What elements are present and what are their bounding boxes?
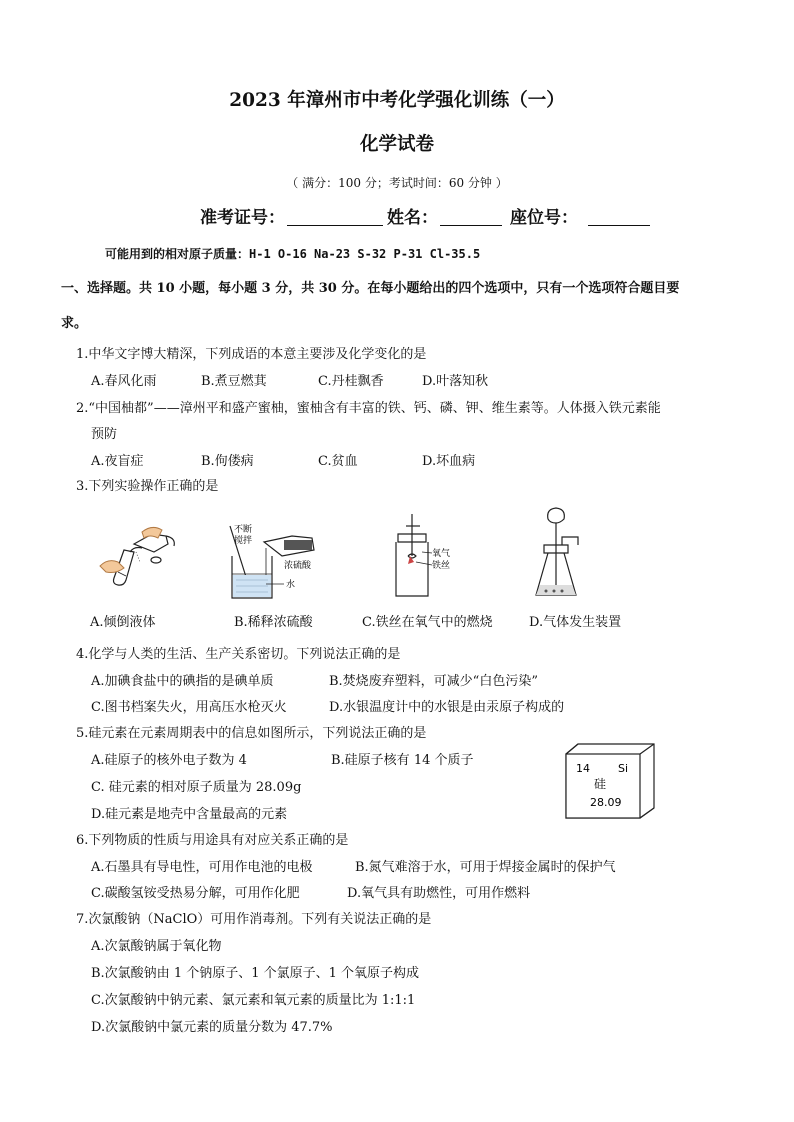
section-heading-line1: 一、选择题。共 10 小题，每小题 3 分，共 30 分。在每小题给出的四个选项中，只有一个选项符合题目要 — [61, 281, 680, 296]
q5-option-b[interactable]: B.硅原子核有 14 个质子 — [331, 753, 474, 768]
q7-option-d[interactable]: D.次氯酸钠中氯元素的质量分数为 47.7% — [91, 1020, 333, 1035]
candidate-info-row — [200, 203, 654, 228]
atomic-mass-line — [105, 245, 480, 262]
question-2-stem: 2.“中国柚都”——漳州平和盛产蜜柚，蜜柚含有丰富的铁、钙、磷、钾、维生素等。人体摄入铁元素能 — [76, 401, 661, 416]
q7-option-b[interactable]: B.次氯酸钠由 1 个钠原子、1 个氯原子、1 个氧原子构成 — [91, 966, 420, 981]
q6-option-c[interactable]: C.碳酸氢铵受热易分解，可用作化肥 — [91, 886, 300, 901]
q1-option-a[interactable]: A.春风化雨 — [91, 374, 157, 389]
q1-option-c[interactable]: C.丹桂飘香 — [318, 374, 384, 389]
seat-label: 座位号： — [510, 208, 578, 228]
q2-option-b[interactable]: B.佝偻病 — [201, 454, 254, 469]
q7-option-a[interactable]: A.次氯酸钠属于氧化物 — [91, 939, 222, 954]
q6-option-b[interactable]: B.氮气难溶于水，可用于焊接金属时的保护气 — [355, 860, 616, 875]
element-symbol: Si — [618, 762, 629, 775]
q2-option-c[interactable]: C.贫血 — [318, 454, 358, 469]
water-label: 水 — [286, 580, 296, 590]
reagent-bottle — [134, 534, 168, 552]
q3-option-b[interactable]: B.稀释浓硫酸 — [234, 615, 313, 630]
stir-label-1: 不断 — [234, 525, 253, 535]
q3-option-d[interactable]: D.气体发生装置 — [529, 615, 622, 630]
wire-label: 铁丝 — [432, 561, 451, 571]
figure-gas-generator — [530, 505, 600, 605]
q6-option-a[interactable]: A.石墨具有导电性，可用作电池的电极 — [91, 860, 313, 875]
q2-option-a[interactable]: A.夜盲症 — [91, 454, 144, 469]
q7-option-c[interactable]: C.次氯酸钠中钠元素、氯元素和氧元素的质量比为 1:1:1 — [91, 993, 416, 1008]
stir-label-2: 搅拌 — [234, 536, 253, 546]
question-6-stem: 6.下列物质的性质与用途具有对应关系正确的是 — [76, 833, 349, 848]
id-label: 准考证号： — [200, 208, 285, 228]
q4-option-a[interactable]: A.加碘食盐中的碘指的是碘单质 — [91, 674, 274, 689]
bottle-stopper — [151, 557, 161, 563]
question-4-stem: 4.化学与人类的生活、生产关系密切。下列说法正确的是 — [76, 647, 401, 662]
exam-info: （ 满分：100 分；考试时间：60 分钟 ） — [286, 176, 508, 190]
q3-option-c[interactable]: C.铁丝在氧气中的燃烧 — [362, 615, 493, 630]
figure-iron-wire-burning — [386, 512, 466, 602]
question-3-stem: 3.下列实验操作正确的是 — [76, 479, 219, 494]
section-heading-line2: 求。 — [61, 316, 88, 331]
q4-option-c[interactable]: C.图书档案失火，用高压水枪灭火 — [91, 700, 287, 715]
element-tile-silicon — [564, 742, 656, 820]
q1-option-d[interactable]: D.叶落知秋 — [422, 374, 489, 389]
question-5-stem: 5.硅元素在元素周期表中的信息如图所示，下列说法正确的是 — [76, 726, 427, 741]
atomic-mass-values: H-1 O-16 Na-23 S-32 P-31 Cl-35.5 — [249, 247, 481, 261]
figure-diluting-acid — [222, 522, 332, 602]
figure-pouring-liquid — [96, 522, 186, 592]
q5-option-c[interactable]: C. 硅元素的相对原子质量为 28.09g — [91, 780, 302, 795]
question-1-stem: 1.中华文字博大精深，下列成语的本意主要涉及化学变化的是 — [76, 347, 427, 362]
name-label: 姓名： — [387, 208, 438, 228]
acid-label: 浓硫酸 — [284, 561, 312, 571]
name-blank[interactable] — [440, 207, 502, 226]
q4-option-b[interactable]: B.焚烧废弃塑料，可减少“白色污染” — [329, 674, 538, 689]
seat-blank[interactable] — [588, 207, 650, 226]
q2-option-d[interactable]: D.坏血病 — [422, 454, 476, 469]
exam-subtitle: 化学试卷 — [359, 134, 434, 155]
q5-option-d[interactable]: D.硅元素是地壳中含量最高的元素 — [91, 807, 288, 822]
q5-option-a[interactable]: A.硅原子的核外电子数为 4 — [91, 753, 247, 768]
id-blank[interactable] — [287, 207, 383, 226]
element-number: 14 — [576, 762, 590, 775]
q3-option-a[interactable]: A.倾倒液体 — [90, 615, 156, 630]
element-mass: 28.09 — [590, 796, 622, 809]
oxygen-label: 氧气 — [432, 549, 451, 559]
question-7-stem: 7.次氯酸钠（NaClO）可用作消毒剂。下列有关说法正确的是 — [76, 912, 432, 927]
exam-title: 2023 年漳州市中考化学强化训练（一） — [229, 90, 565, 111]
question-2-stem-cont: 预防 — [91, 427, 118, 442]
outlet-tube — [562, 537, 578, 545]
atomic-mass-label: 可能用到的相对原子质量： — [105, 247, 250, 261]
funnel-bulb — [548, 508, 565, 523]
q4-option-d[interactable]: D.水银温度计中的水银是由汞原子构成的 — [329, 700, 565, 715]
element-name: 硅 — [594, 777, 607, 791]
q6-option-d[interactable]: D.氧气具有助燃性，可用作燃料 — [347, 886, 531, 901]
q1-option-b[interactable]: B.煮豆燃萁 — [201, 374, 267, 389]
